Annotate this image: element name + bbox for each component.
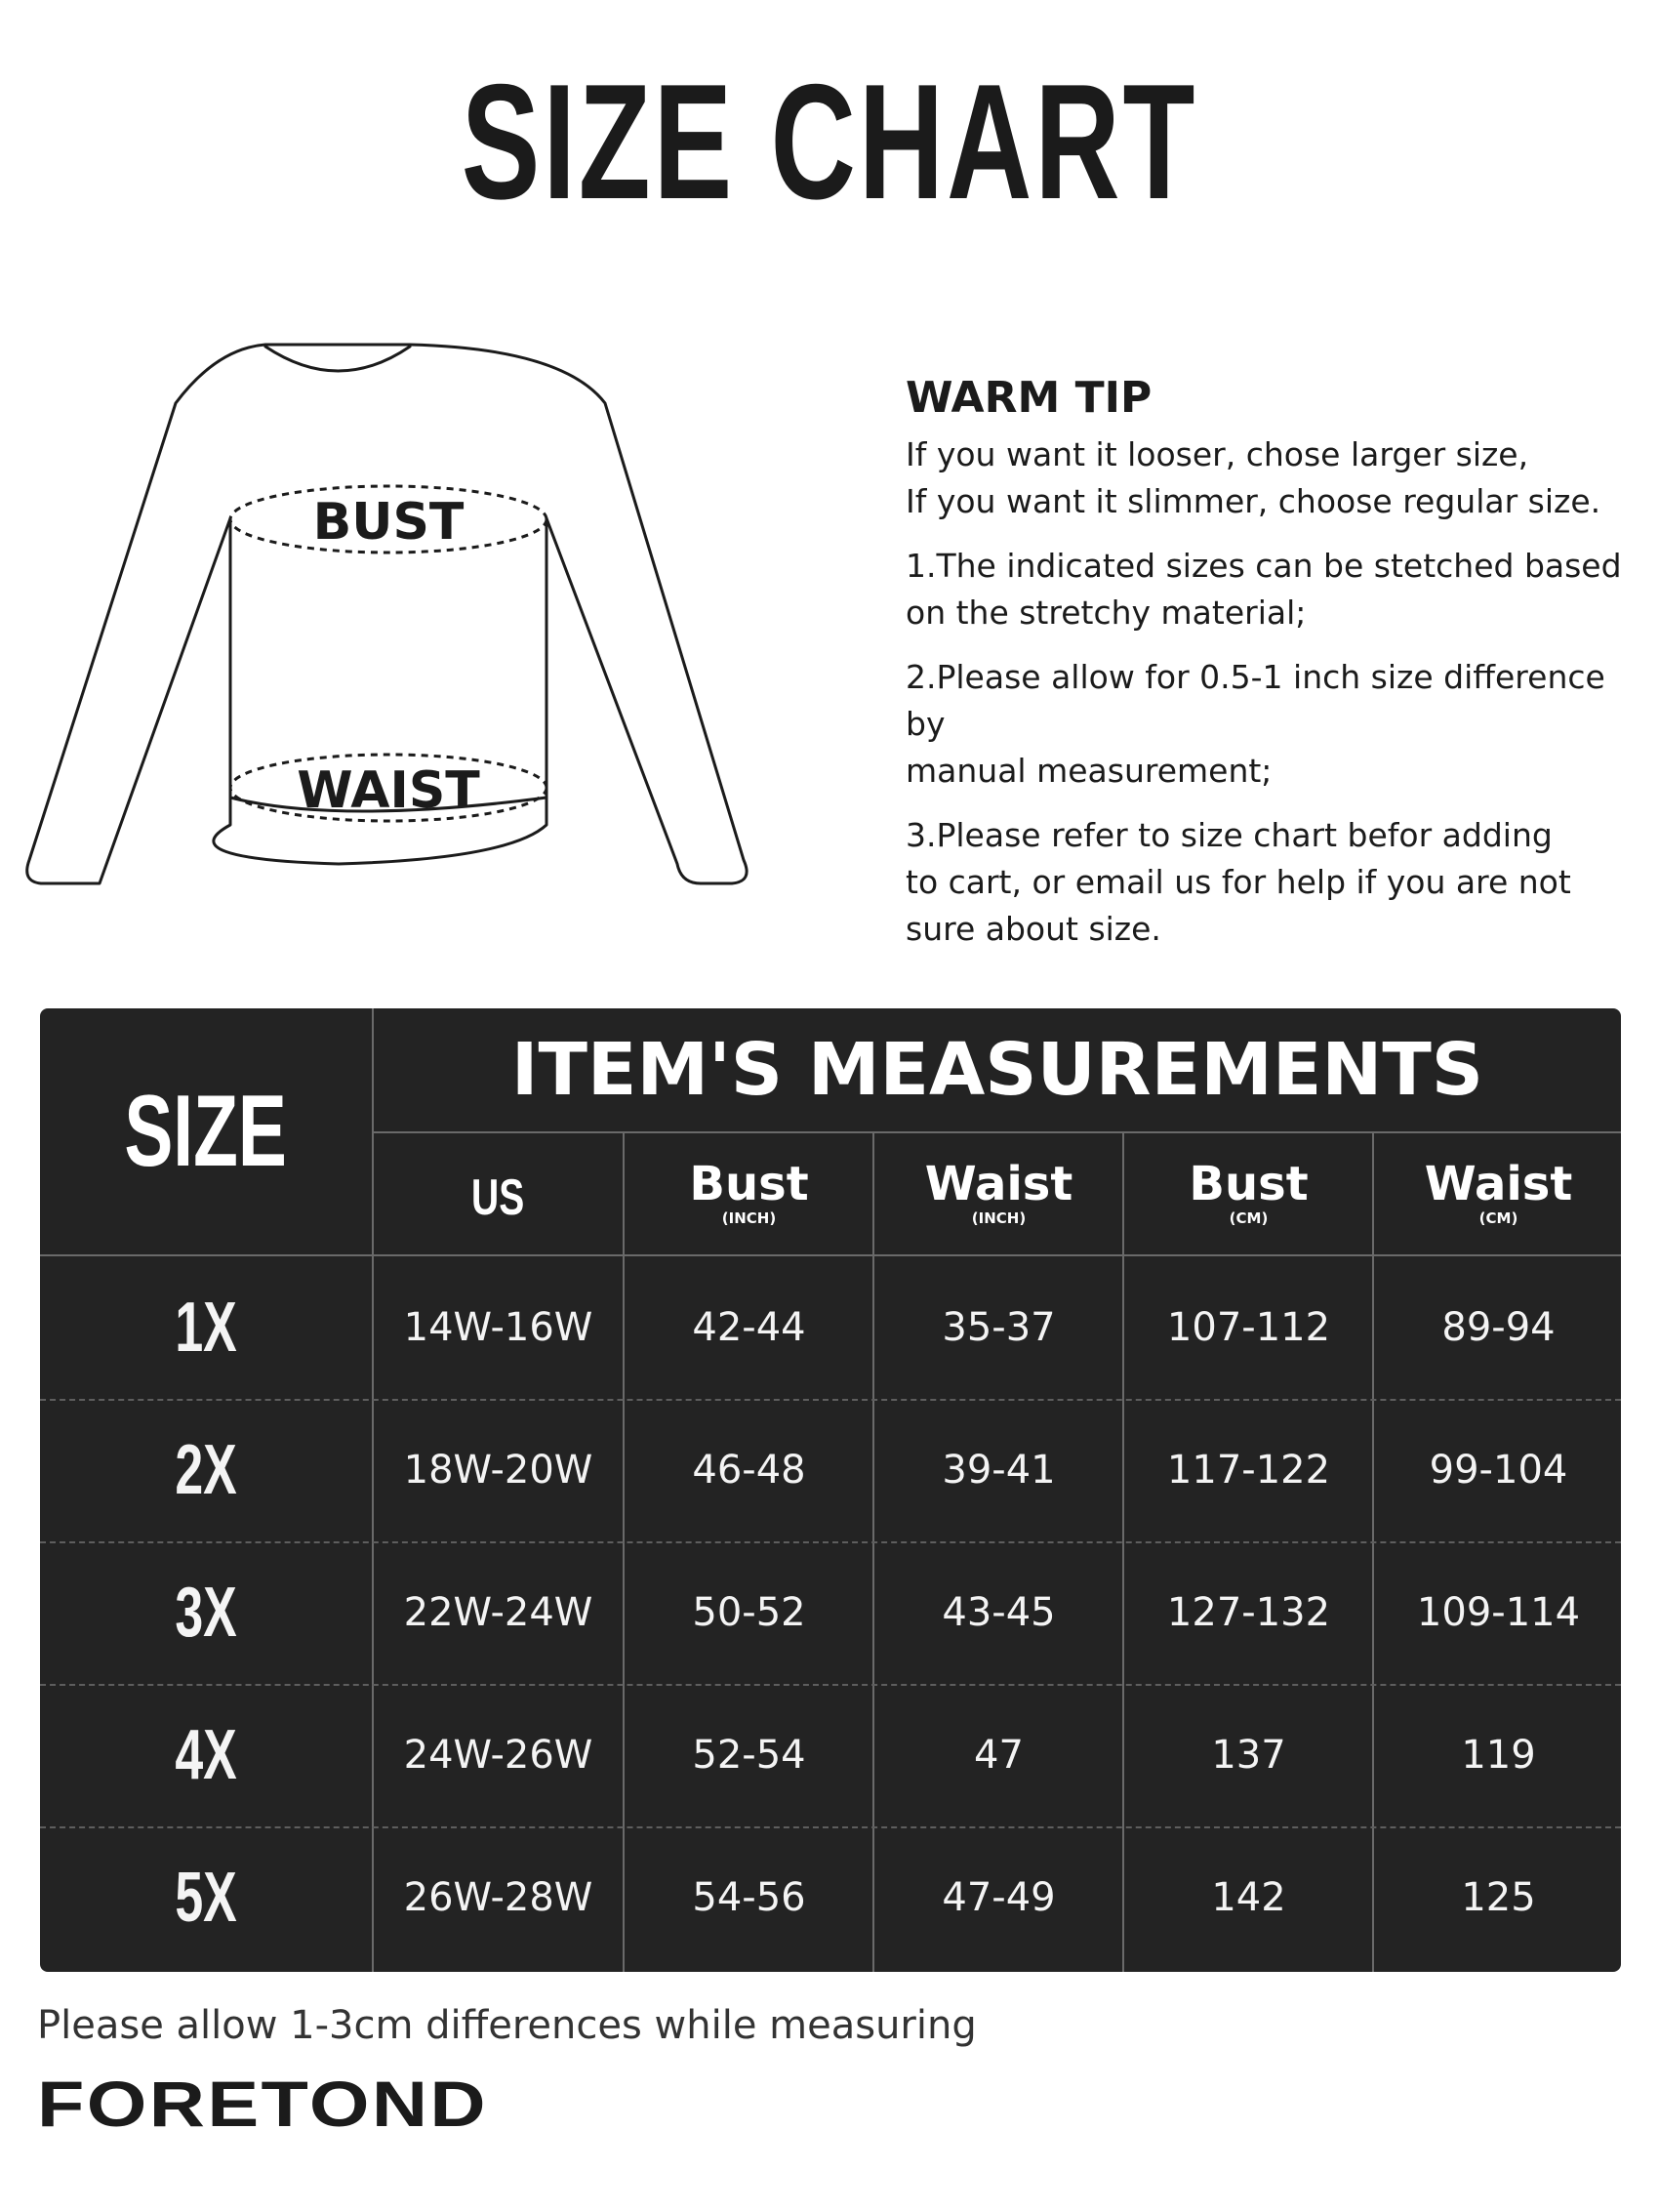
waist-cm-cell: 119 [1461,1733,1536,1778]
us-size-cell: 18W-20W [403,1448,593,1493]
warm-tip-point: 1.The indicated sizes can be stetched based on the stretchy material; [906,547,1622,632]
us-size-cell: 14W-16W [403,1305,593,1350]
bust-cm-cell: 127-132 [1166,1590,1331,1635]
table-row [40,1256,1621,1399]
warm-tip [906,371,1647,953]
warm-tip-intro-line: If you want it slimmer, choose regular size. [906,482,1601,520]
waist-inch-cell: 39-41 [942,1448,1056,1493]
us-size-cell: 22W-24W [403,1590,593,1635]
page-title: SIZE CHART [461,50,1198,233]
us-size-cell: 24W-26W [403,1733,593,1778]
measurement-note: Please allow 1-3cm differences while measuring [37,2003,977,2048]
waist-inch-cell: 43-45 [942,1590,1056,1635]
waist-cm-cell: 125 [1461,1875,1536,1920]
waist-inch-cell: 47-49 [942,1875,1056,1920]
column-header-bust-inch: Bust (INCH) [689,1157,809,1227]
column-header-us: US [471,1169,525,1226]
bust-inch-cell: 52-54 [692,1733,806,1778]
table-row [40,1684,1621,1826]
size-cell: 3X [175,1574,237,1652]
size-cell: 4X [175,1716,237,1794]
neckline [265,347,410,371]
size-cell: 5X [175,1859,237,1937]
column-header-bust-cm: Bust (CM) [1189,1157,1309,1227]
column-header-waist-cm: Waist (CM) [1424,1157,1573,1227]
us-size-cell: 26W-28W [403,1875,593,1920]
shirt-diagram [21,337,763,903]
bust-inch-cell: 54-56 [692,1875,806,1920]
bust-inch-cell: 42-44 [692,1305,806,1350]
waist-inch-cell: 47 [974,1733,1024,1778]
brand-logo [37,2068,496,2136]
bust-cm-cell: 107-112 [1166,1305,1331,1350]
bust-label: BUST [312,493,465,552]
size-column-header: SIZE [124,1074,288,1188]
warm-tip-heading: WARM TIP [906,373,1153,423]
waist-label: WAIST [297,761,480,820]
bust-cm-cell: 142 [1211,1875,1286,1920]
waist-cm-cell: 89-94 [1441,1305,1556,1350]
waist-cm-cell: 99-104 [1429,1448,1568,1493]
bust-inch-cell: 46-48 [692,1448,806,1493]
measurements-header: ITEM'S MEASUREMENTS [510,1028,1484,1112]
column-header-waist-inch: Waist (INCH) [924,1157,1073,1227]
table-row [40,1399,1621,1541]
table-row [40,1826,1621,1969]
warm-tip-point: 3.Please refer to size chart befor adding to cart, or email us for help if you are not sure about size. [906,816,1571,948]
size-table [40,1008,1621,1972]
size-cell: 2X [175,1431,237,1509]
bust-inch-cell: 50-52 [692,1590,806,1635]
waist-cm-cell: 109-114 [1416,1590,1581,1635]
waist-inch-cell: 35-37 [942,1305,1056,1350]
warm-tip-point: 2.Please allow for 0.5-1 inch size difference by manual measurement; [906,658,1605,790]
bust-cm-cell: 137 [1211,1733,1286,1778]
size-cell: 1X [175,1289,237,1367]
brand-wordmark: FORETOND [37,2068,488,2136]
bust-cm-cell: 117-122 [1166,1448,1331,1493]
table-row [40,1541,1621,1684]
warm-tip-intro-line: If you want it looser, chose larger size, [906,435,1529,473]
